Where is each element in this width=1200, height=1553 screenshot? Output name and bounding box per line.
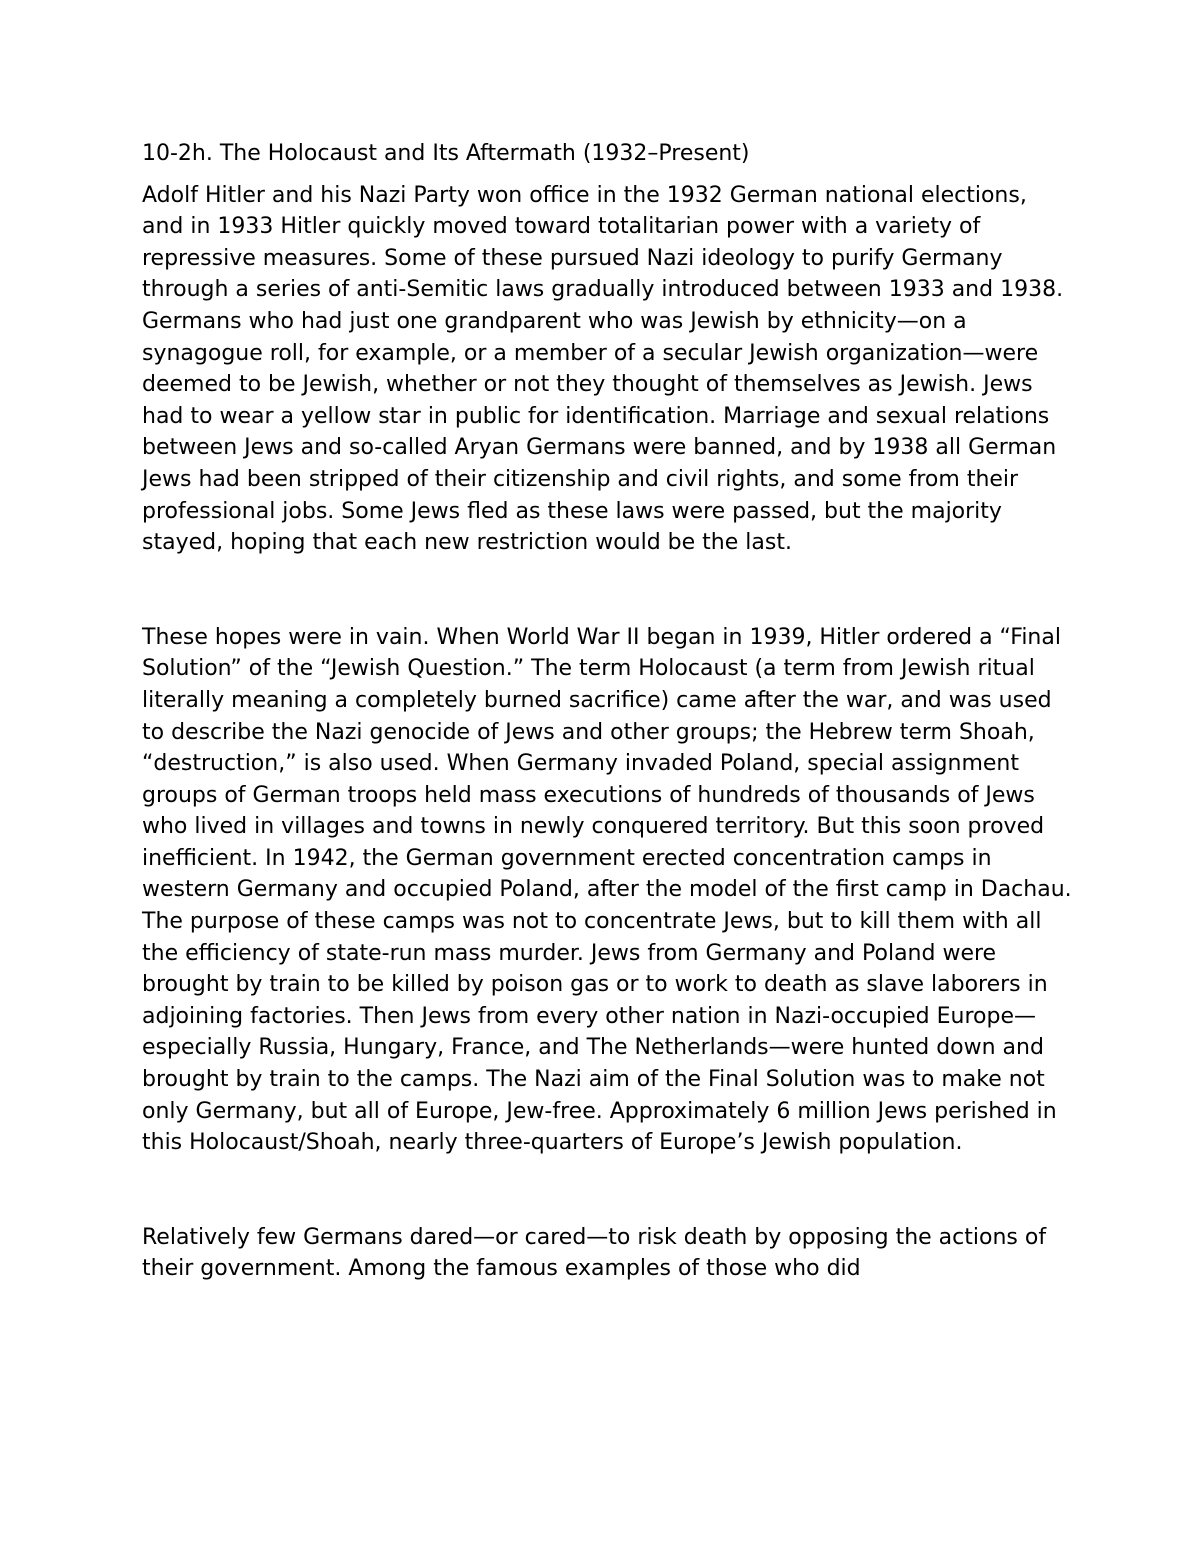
paragraph-spacer — [142, 1159, 1072, 1222]
paragraph-final-solution: These hopes were in vain. When World War II began in 1939, Hitler ordered a “Final Solution” of the “Jewish Question.” The term Holocaust (a term from Jewish ritual literally meaning a completely burned sacrifice) came after the war, and was used to describe the Nazi genocide of Jews and other groups; the Hebrew term Shoah, “destruction,” is also used. When Germany invaded Poland, special assignment groups of German troops held mass executions of hundreds of thousands of Jews who lived in villages and towns in newly conquered territory. But this soon proved inefficient. In 1942, the German government erected concentration camps in western Germany and occupied Poland, after the model of the first camp in Dachau. The purpose of these camps was not to concentrate Jews, but to kill them with all the efficiency of state-run mass murder. Jews from Germany and Poland were brought by train to be killed by poison gas or to work to death as slave laborers in adjoining factories. Then Jews from every other nation in Nazi-occupied Europe—especially Russia, Hungary, France, and The Netherlands—were hunted down and brought by train to the camps. The Nazi aim of the Final Solution was to make not only Germany, but all of Europe, Jew-free. Approximately 6 million Jews perished in this Holocaust/Shoah, nearly three-quarters of Europe’s Jewish population. — [142, 624, 1072, 1156]
document-body — [142, 138, 1072, 1285]
section-heading: 10-2h. The Holocaust and Its Aftermath (1932–Present) — [142, 141, 750, 166]
paragraph-nazi-laws: Adolf Hitler and his Nazi Party won office in the 1932 German national elections, and in 1933 Hitler quickly moved toward totalitarian power with a variety of repressive measures. Some of these pursued Nazi ideology to purify Germany through a series of anti-Semitic laws gradually introduced between 1933 and 1938. Germans who had just one grandparent who was Jewish by ethnicity—on a synagogue roll, for example, or a member of a secular Jewish organization—were deemed to be Jewish, whether or not they thought of themselves as Jewish. Jews had to wear a yellow star in public for identification. Marriage and sexual relations between Jews and so-called Aryan Germans were banned, and by 1938 all German Jews had been stripped of their citizenship and civil rights, and some from their professional jobs. Some Jews fled as these laws were passed, but the majority stayed, hoping that each new restriction would be the last. — [142, 182, 1064, 556]
paragraph-spacer — [142, 559, 1072, 622]
paragraph-resistance: Relatively few Germans dared—or cared—to risk death by opposing the actions of their government. Among the famous examples of those who did — [142, 1224, 1047, 1282]
